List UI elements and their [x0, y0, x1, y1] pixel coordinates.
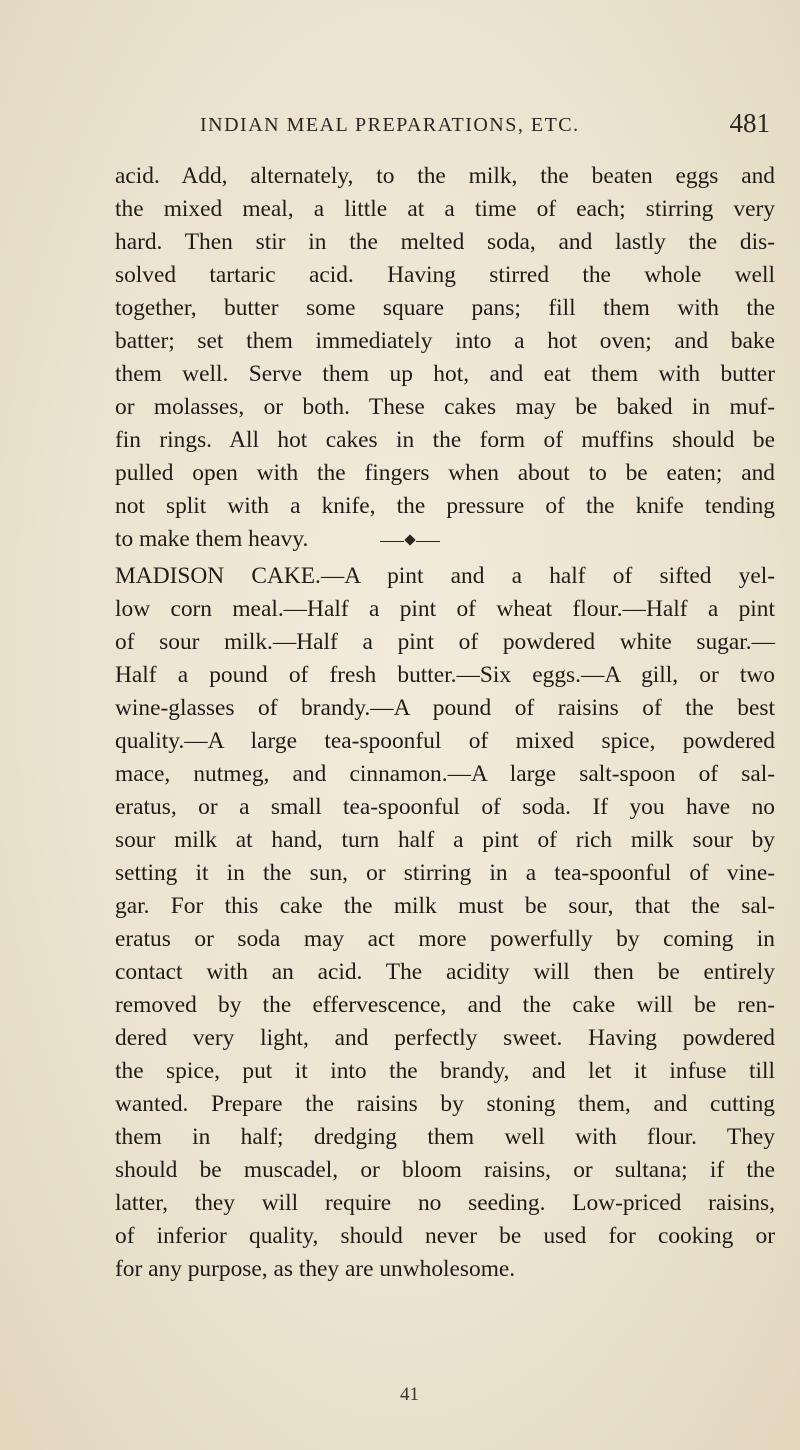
text-line: pulled open with the fingers when about to be eaten; and — [115, 460, 775, 486]
text-line: batter; set them immediately into a hot oven; and bake — [115, 328, 775, 354]
divider-rule-right — [416, 541, 440, 542]
text-line: wanted. Prepare the raisins by stoning them, and cutting — [115, 1091, 775, 1117]
paragraph-madison-cake-recipe — [115, 560, 775, 1286]
text-line: not split with a knife, the pressure of the knife tending — [115, 493, 775, 519]
text-line: acid. Add, alternately, to the milk, the beaten eggs and — [115, 163, 775, 189]
paragraph-muffin-instructions — [115, 160, 775, 556]
text-line: hard. Then stir in the melted soda, and lastly the dis- — [115, 229, 775, 255]
text-line: them well. Serve them up hot, and eat them with butter — [115, 361, 775, 387]
text-line: low corn meal.—Half a pint of wheat flour.—Half a pint — [115, 596, 775, 622]
text-line: setting it in the sun, or stirring in a tea-spoonful of vine- — [115, 860, 775, 886]
text-line: together, butter some square pans; fill them with the — [115, 295, 775, 321]
text-line: wine-glasses of brandy.—A pound of raisins of the best — [115, 695, 775, 721]
page-header — [200, 108, 770, 144]
text-line: them in half; dredging them well with flour. They — [115, 1124, 775, 1150]
signature-mark: 41 — [400, 1384, 419, 1405]
text-line: eratus or soda may act more powerfully by coming in — [115, 926, 775, 952]
divider-diamond-ornament — [404, 534, 415, 545]
text-line: gar. For this cake the milk must be sour, that the sal- — [115, 893, 775, 919]
text-line: dered very light, and perfectly sweet. Having powdered — [115, 1025, 775, 1051]
section-divider — [380, 534, 440, 548]
text-line: of sour milk.—Half a pint of powdered white sugar.— — [115, 629, 775, 655]
text-line: eratus, or a small tea-spoonful of soda. If you have no — [115, 794, 775, 820]
text-line: quality.—A large tea-spoonful of mixed spice, powdered — [115, 728, 775, 754]
page-number: 481 — [729, 108, 770, 138]
text-line: to make them heavy. — [115, 526, 309, 552]
text-line: mace, nutmeg, and cinnamon.—A large salt-spoon of sal- — [115, 761, 775, 787]
divider-rule-left — [380, 541, 404, 542]
text-line: the mixed meal, a little at a time of each; stirring very — [115, 196, 775, 222]
text-line: Half a pound of fresh butter.—Six eggs.—A gill, or two — [115, 662, 775, 688]
running-head: INDIAN MEAL PREPARATIONS, ETC. — [200, 114, 580, 136]
text-line: should be muscadel, or bloom raisins, or sultana; if the — [115, 1157, 775, 1183]
text-line: or molasses, or both. These cakes may be baked in muf- — [115, 394, 775, 420]
text-line: for any purpose, as they are unwholesome. — [115, 1256, 516, 1282]
text-line: solved tartaric acid. Having stirred the whole well — [115, 262, 775, 288]
text-line: contact with an acid. The acidity will then be entirely — [115, 959, 775, 985]
text-line: sour milk at hand, turn half a pint of rich milk sour by — [115, 827, 775, 853]
text-line: fin rings. All hot cakes in the form of muffins should be — [115, 427, 775, 453]
text-line: latter, they will require no seeding. Low-priced raisins, — [115, 1190, 775, 1216]
text-line: the spice, put it into the brandy, and let it infuse till — [115, 1058, 775, 1084]
text-line: of inferior quality, should never be used for cooking or — [115, 1223, 775, 1249]
text-line: MADISON CAKE.—A pint and a half of sifted yel- — [115, 563, 775, 589]
text-line: removed by the effervescence, and the cake will be ren- — [115, 992, 775, 1018]
